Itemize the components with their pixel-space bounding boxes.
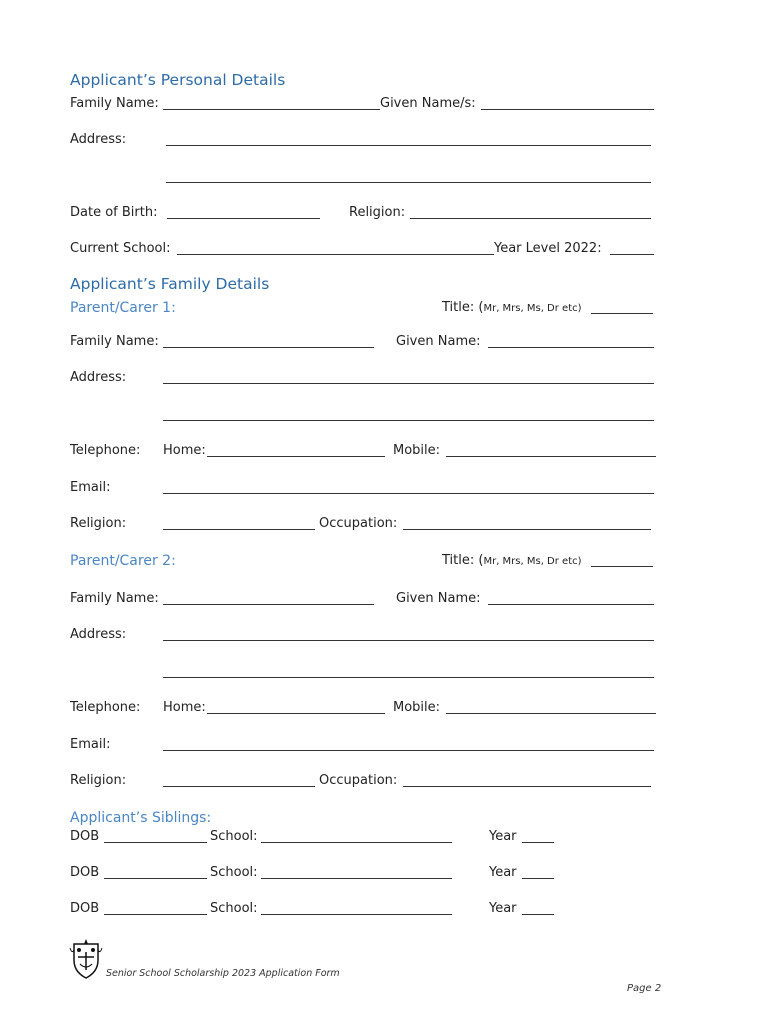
parent1-address-label: Address: <box>70 370 127 385</box>
parent2-family-name-field[interactable] <box>163 604 374 605</box>
sibling2-school-label: School: <box>210 865 258 880</box>
parent1-email-label: Email: <box>70 480 111 495</box>
sibling1-dob-field[interactable] <box>104 842 207 843</box>
parent1-given-name-field[interactable] <box>488 347 654 348</box>
parent2-email-field[interactable] <box>163 750 654 751</box>
parent2-occupation-label: Occupation: <box>319 773 398 788</box>
parent2-telephone-label: Telephone: <box>70 700 141 715</box>
parent2-heading: Parent/Carer 2: <box>70 553 176 569</box>
sibling2-year-label: Year <box>489 865 517 880</box>
parent2-title-label: Title: (Mr, Mrs, Ms, Dr etc) <box>442 553 582 568</box>
sibling3-year-field[interactable] <box>522 914 554 915</box>
parent1-occupation-field[interactable] <box>403 529 651 530</box>
current-school-field[interactable] <box>177 254 494 255</box>
parent1-family-name-label: Family Name: <box>70 334 159 349</box>
family-name-label: Family Name: <box>70 96 159 111</box>
parent1-mobile-label: Mobile: <box>393 443 441 458</box>
parent1-home-label: Home: <box>163 443 206 458</box>
parent1-address-line-2[interactable] <box>163 420 654 421</box>
parent2-mobile-field[interactable] <box>446 713 656 714</box>
parent2-home-field[interactable] <box>207 713 385 714</box>
current-school-label: Current School: <box>70 241 171 256</box>
sibling3-dob-field[interactable] <box>104 914 207 915</box>
religion-field[interactable] <box>410 218 651 219</box>
parent1-given-name-label: Given Name: <box>396 334 481 349</box>
sibling1-dob-label: DOB <box>70 829 100 844</box>
sibling3-year-label: Year <box>489 901 517 916</box>
address-label: Address: <box>70 132 127 147</box>
parent1-religion-field[interactable] <box>163 529 315 530</box>
sibling1-year-label: Year <box>489 829 517 844</box>
parent2-given-name-field[interactable] <box>488 604 654 605</box>
sibling2-dob-field[interactable] <box>104 878 207 879</box>
sibling1-year-field[interactable] <box>522 842 554 843</box>
parent2-religion-label: Religion: <box>70 773 127 788</box>
parent1-home-field[interactable] <box>207 456 385 457</box>
personal-details-heading: Applicant’s Personal Details <box>70 71 286 89</box>
sibling2-dob-label: DOB <box>70 865 100 880</box>
parent1-title-label: Title: (Mr, Mrs, Ms, Dr etc) <box>442 300 582 315</box>
family-name-field[interactable] <box>163 109 380 110</box>
parent1-occupation-label: Occupation: <box>319 516 398 531</box>
parent2-address-label: Address: <box>70 627 127 642</box>
address-field-line-2[interactable] <box>166 182 651 183</box>
sibling3-school-label: School: <box>210 901 258 916</box>
siblings-heading: Applicant’s Siblings: <box>70 810 212 826</box>
parent1-address-line-1[interactable] <box>163 383 654 384</box>
parent1-mobile-field[interactable] <box>446 456 656 457</box>
parent1-telephone-label: Telephone: <box>70 443 141 458</box>
parent1-title-field[interactable] <box>591 313 653 314</box>
sibling2-school-field[interactable] <box>261 878 452 879</box>
parent2-address-line-1[interactable] <box>163 640 654 641</box>
sibling3-dob-label: DOB <box>70 901 100 916</box>
sibling3-school-field[interactable] <box>261 914 452 915</box>
parent1-religion-label: Religion: <box>70 516 127 531</box>
parent2-given-name-label: Given Name: <box>396 591 481 606</box>
sibling1-school-label: School: <box>210 829 258 844</box>
address-field-line-1[interactable] <box>166 145 651 146</box>
family-details-heading: Applicant’s Family Details <box>70 275 270 293</box>
parent2-address-line-2[interactable] <box>163 677 654 678</box>
sibling1-school-field[interactable] <box>261 842 452 843</box>
parent2-religion-field[interactable] <box>163 786 315 787</box>
footer-page-number: Page 2 <box>627 983 662 994</box>
parent2-occupation-field[interactable] <box>403 786 651 787</box>
parent2-title-field[interactable] <box>591 566 653 567</box>
school-crest-icon <box>68 936 104 980</box>
given-name-field[interactable] <box>481 109 654 110</box>
parent2-family-name-label: Family Name: <box>70 591 159 606</box>
parent1-email-field[interactable] <box>163 493 654 494</box>
dob-field[interactable] <box>167 218 320 219</box>
parent1-family-name-field[interactable] <box>163 347 374 348</box>
dob-label: Date of Birth: <box>70 205 158 220</box>
parent2-home-label: Home: <box>163 700 206 715</box>
parent2-mobile-label: Mobile: <box>393 700 441 715</box>
year-level-label: Year Level 2022: <box>494 241 602 256</box>
religion-label: Religion: <box>349 205 406 220</box>
parent2-email-label: Email: <box>70 737 111 752</box>
parent1-heading: Parent/Carer 1: <box>70 300 176 316</box>
year-level-field[interactable] <box>610 254 654 255</box>
sibling2-year-field[interactable] <box>522 878 554 879</box>
given-name-label: Given Name/s: <box>380 96 476 111</box>
footer-form-title: Senior School Scholarship 2023 Application Form <box>106 968 340 979</box>
